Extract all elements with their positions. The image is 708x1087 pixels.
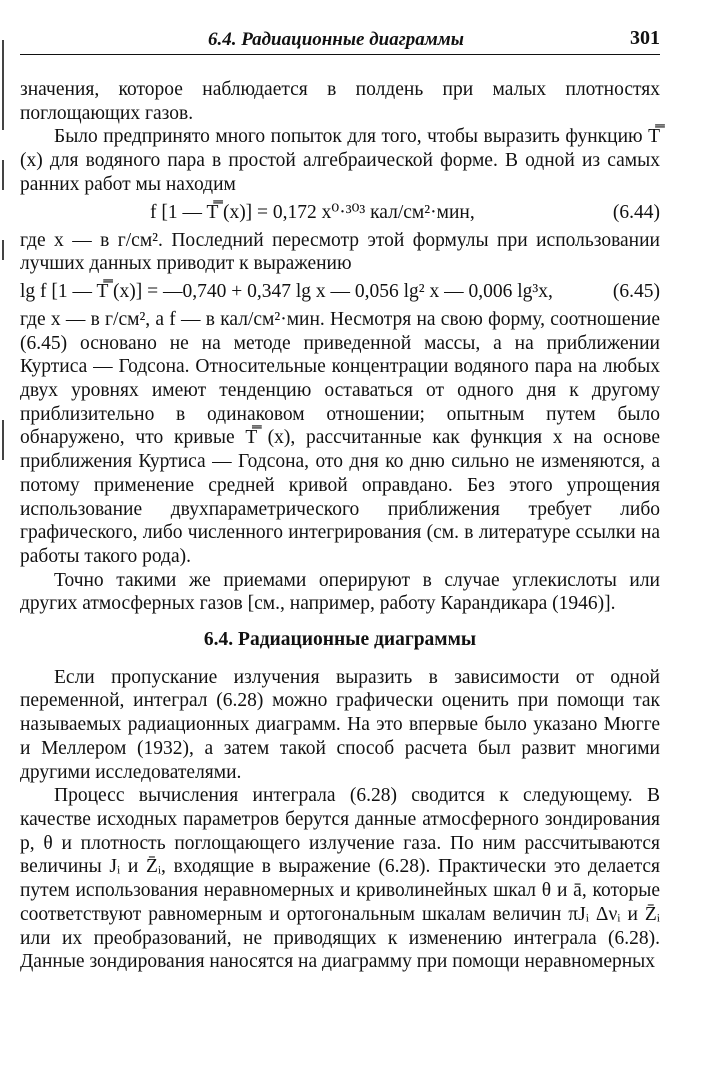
running-title: 6.4. Радиационные диаграммы: [208, 29, 464, 50]
margin-mark: [2, 40, 4, 130]
equation-6-45: [20, 276, 660, 308]
paragraph: значения, которое наблюдается в полдень при малых плотностях поглощающих газов.: [20, 79, 660, 124]
equation-number: (6.45): [612, 280, 660, 302]
page-number: 301: [630, 27, 660, 49]
margin-mark: [2, 240, 4, 260]
margin-mark: [2, 420, 4, 460]
body-text: [20, 78, 660, 974]
equation-text: f [1 — T̿ (x)] = 0,172 x⁰·³⁰³ кал/см²·мин,: [150, 201, 475, 223]
equation-number: (6.44): [612, 201, 660, 223]
running-header: [20, 24, 660, 55]
margin-mark: [2, 160, 4, 190]
equation-text: lg f [1 — T̿ (x)] = —0,740 + 0,347 lg x — 0,056 lg² x — 0,006 lg³x,: [20, 280, 553, 302]
paragraph: Если пропускание излучения выразить в зависимости от одной переменной, интеграл (6.28) можно графически оценить при помощи так называемых радиационных диаграмм. На это впервые было указано Мюгге и Меллером (1932), а затем такой способ расчета был развит многими другими исследователями.: [20, 666, 660, 783]
paragraph: Было предпринято много попыток для того, чтобы выразить функцию T̿ (x) для водяного пара в простой алгебраической форме. В одной из самых ранних работ мы находим: [20, 126, 660, 195]
paragraph: Процесс вычисления интеграла (6.28) сводится к следующему. В качестве исходных параметров берутся данные атмосферного зондирования p, θ и плотность поглощающего излучение газа. По ним рассчитываются величины Jᵢ и Z̄ᵢ, входящие в выражение (6.28). Практически это делается путем использования неравномерных и криволинейных шкал θ и ā, которые соответствуют равномерным и ортогональным шкалам величин πJᵢ Δνᵢ и Z̄ᵢ или их преобразований, не приводящих к изменению интеграла (6.28). Данные зондирования наносятся на диаграмму при помощи неравномерных: [20, 785, 660, 973]
section-heading: 6.4. Радиационные диаграммы: [203, 629, 477, 651]
paragraph: где x — в г/см², а f — в кал/см²·мин. Несмотря на свою форму, соотношение (6.45) основано не на методе приведенной массы, а на приближении Куртиса — Годсона. Относительные концентрации водяного пара на любых двух уровнях имеют тенденцию оставаться от одного дня к другому приблизительно в одинаковом отношении; опытным путем было обнаружено, что кривые T̿ (x), рассчитанные как функция x на основе приближения Куртиса — Годсона, ото дня ко дню сильно не изменяются, а потому применение средней кривой оправдано. Без этого упрощения использование двухпараметрического приближения требует либо графического, либо численного интегрирования (см. в литературе ссылки на работы такого рода).: [20, 308, 660, 567]
paragraph: где x — в г/см². Последний пересмотр этой формулы при использовании лучших данных приводит к выражению: [20, 229, 660, 275]
paragraph: Точно такими же приемами оперируют в случае углекислоты или других атмосферных газов [см., например, работу Карандикара (1946)].: [20, 569, 660, 615]
equation-6-44: [20, 197, 660, 229]
